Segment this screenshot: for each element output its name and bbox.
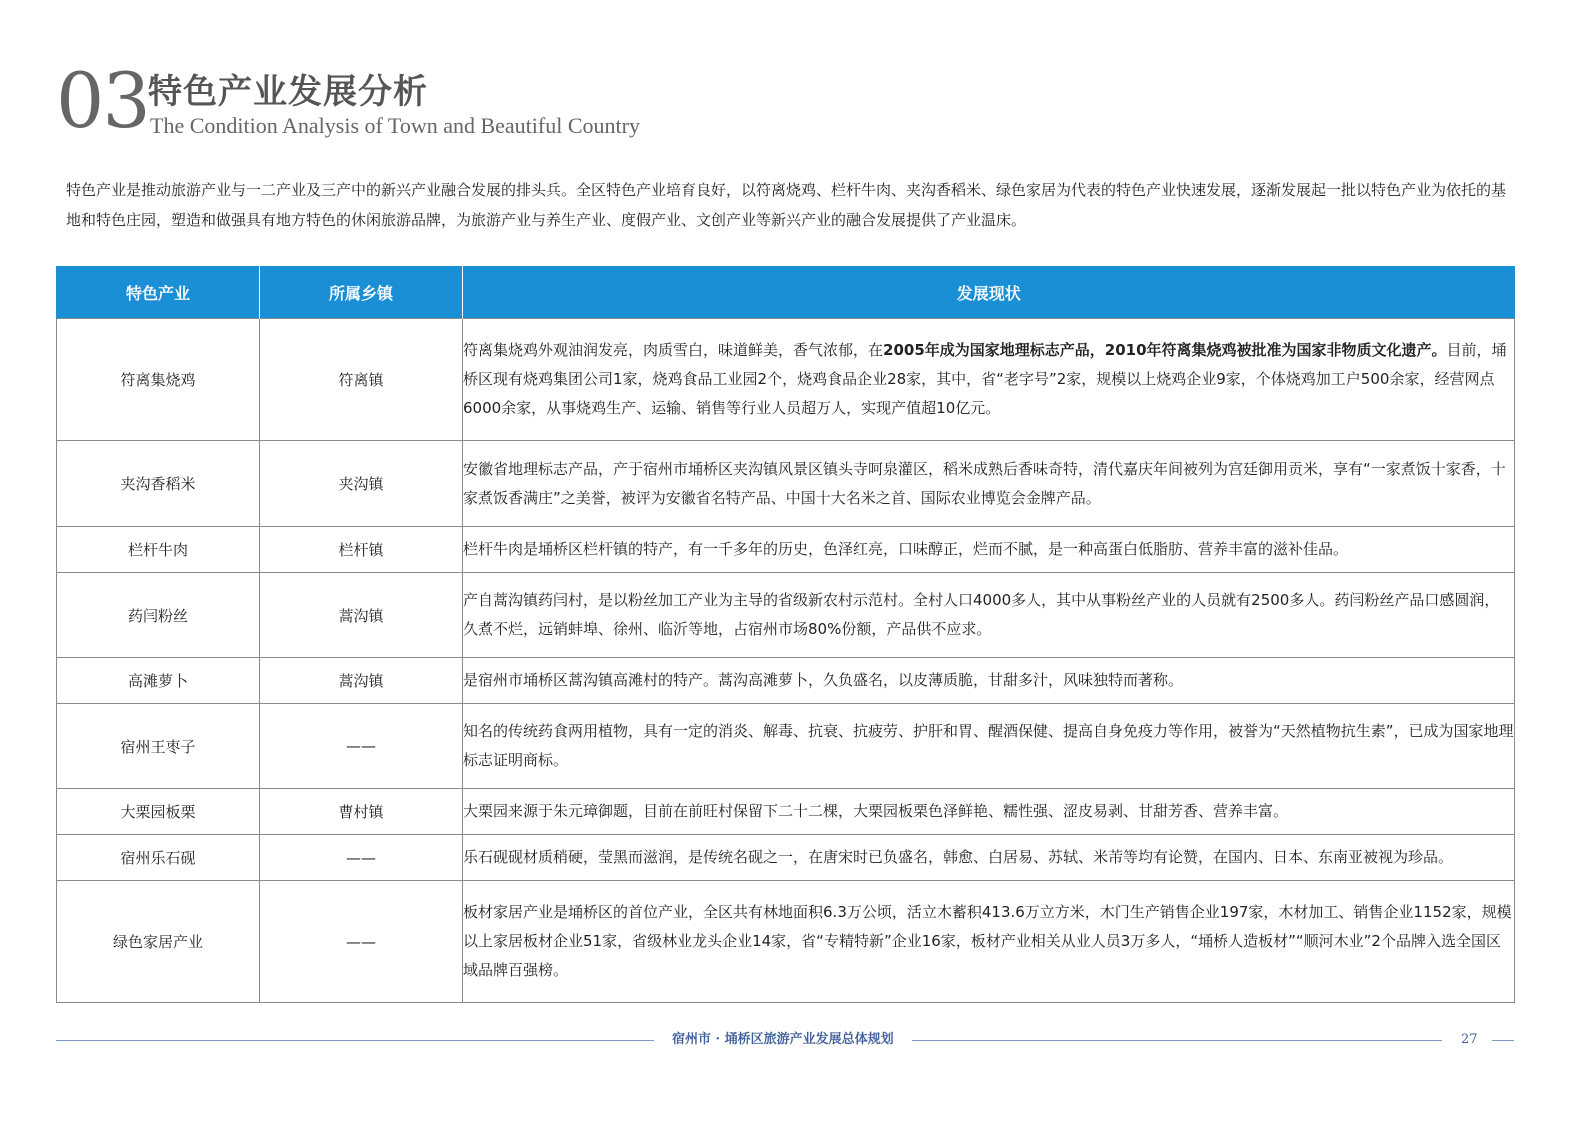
industry-town: 蒿沟镇 [260, 573, 463, 658]
industry-name: 高滩萝卜 [57, 658, 260, 704]
table-row [57, 573, 1515, 658]
industry-town: —— [260, 835, 463, 881]
section-number: 03 [56, 56, 149, 145]
footer-rule-right [1492, 1040, 1514, 1041]
section-subtitle: The Condition Analysis of Town and Beautiful Country [150, 113, 640, 138]
table-row [57, 527, 1515, 573]
industry-name: 绿色家居产业 [57, 881, 260, 1003]
table-row [57, 835, 1515, 881]
desc-highlight: 2005年成为国家地理标志产品，2010年符离集烧鸡被批准为国家非物质文化遗产。 [883, 341, 1447, 359]
industry-desc: 乐石砚砚材质稍硬，莹黑而滋润，是传统名砚之一，在唐宋时已负盛名，韩愈、白居易、苏轼、米芾等均有论赞，在国内、日本、东南亚被视为珍品。 [463, 835, 1515, 881]
table-row [57, 704, 1515, 789]
footer-title: 宿州市 · 埇桥区旅游产业发展总体规划 [672, 1032, 894, 1047]
header-town: 所属乡镇 [260, 266, 463, 319]
industry-desc [463, 319, 1515, 441]
intro-paragraph: 特色产业是推动旅游产业与一二产业及三产中的新兴产业融合发展的排头兵。全区特色产业培育良好，以符离烧鸡、栏杆牛肉、夹沟香稻米、绿色家居为代表的特色产业快速发展，逐渐发展起一批以特色产业为依托的基地和特色庄园，塑造和做强具有地方特色的休闲旅游品牌，为旅游产业与养生产业、度假产业、文创产业等新兴产业的融合发展提供了产业温床。 [66, 181, 1507, 229]
table-row [57, 658, 1515, 704]
industry-desc: 板材家居产业是埇桥区的首位产业，全区共有林地面积6.3万公顷，活立木蓄积413.6万立方米，木门生产销售企业197家，木材加工、销售企业1152家，规模以上家居板材企业51家，省级林业龙头企业14家，省“专精特新”企业16家，板材产业相关从业人员3万多人，“埇桥人造板材”“顺河木业”2个品牌入选全国区域品牌百强榜。 [463, 881, 1515, 1003]
table-row [57, 441, 1515, 527]
industry-town: —— [260, 704, 463, 789]
industry-town: 曹村镇 [260, 789, 463, 835]
industry-town: 蒿沟镇 [260, 658, 463, 704]
table-row [57, 789, 1515, 835]
industry-town: 栏杆镇 [260, 527, 463, 573]
industry-desc: 安徽省地理标志产品，产于宿州市埇桥区夹沟镇风景区镇头寺呵泉灌区，稻米成熟后香味奇特，清代嘉庆年间被列为宫廷御用贡米，享有“一家煮饭十家香，十家煮饭香满庄”之美誉，被评为安徽省名特产品、中国十大名米之首、国际农业博览会金牌产品。 [463, 441, 1515, 527]
section-title: 特色产业发展分析 [148, 72, 428, 112]
industry-desc: 知名的传统药食两用植物，具有一定的消炎、解毒、抗衰、抗疲劳、护肝和胃、醒酒保健、提高自身免疫力等作用，被誉为“天然植物抗生素”，已成为国家地理标志证明商标。 [463, 704, 1515, 789]
desc-part: 目前，埇桥区现有烧鸡集团公司1家，烧鸡食品工业园2个，烧鸡食品企业28家，其中，省“老字号”2家，规模以上烧鸡企业9家，个体烧鸡加工户500余家，经营网点6000余家，从事烧鸡生产、运输、销售等行业人员超万人，实现产值超10亿元。 [463, 341, 1507, 417]
header-status: 发展现状 [463, 266, 1515, 319]
page-number: 27 [1461, 1032, 1478, 1047]
industry-name: 宿州乐石砚 [57, 835, 260, 881]
footer-rule-left [56, 1040, 654, 1041]
industry-desc: 大栗园来源于朱元璋御题，目前在前旺村保留下二十二棵，大栗园板栗色泽鲜艳、糯性强、涩皮易剥、甘甜芳香、营养丰富。 [463, 789, 1515, 835]
industry-desc: 栏杆牛肉是埇桥区栏杆镇的特产，有一千多年的历史，色泽红亮，口味醇正，烂而不腻，是一种高蛋白低脂肪、营养丰富的滋补佳品。 [463, 527, 1515, 573]
desc-part: 符离集烧鸡外观油润发亮，肉质雪白，味道鲜美，香气浓郁，在 [463, 341, 884, 359]
industry-name: 符离集烧鸡 [57, 319, 260, 441]
industry-name: 宿州王枣子 [57, 704, 260, 789]
industry-name: 栏杆牛肉 [57, 527, 260, 573]
header-industry: 特色产业 [57, 266, 260, 319]
table-row [57, 319, 1515, 441]
industry-desc: 产自蒿沟镇药闫村，是以粉丝加工产业为主导的省级新农村示范村。全村人口4000多人，其中从事粉丝产业的人员就有2500多人。药闫粉丝产品口感圆润，久煮不烂，远销蚌埠、徐州、临沂等地，占宿州市场80%份额，产品供不应求。 [463, 573, 1515, 658]
industry-table [56, 266, 1515, 1003]
industry-name: 夹沟香稻米 [57, 441, 260, 527]
industry-town: 夹沟镇 [260, 441, 463, 527]
industry-name: 药闫粉丝 [57, 573, 260, 658]
table-row [57, 881, 1515, 1003]
industry-desc: 是宿州市埇桥区蒿沟镇高滩村的特产。蒿沟高滩萝卜，久负盛名，以皮薄质脆，甘甜多汁，风味独特而著称。 [463, 658, 1515, 704]
industry-town: —— [260, 881, 463, 1003]
table-header-row [57, 266, 1515, 319]
footer-rule-middle [912, 1040, 1442, 1041]
industry-town: 符离镇 [260, 319, 463, 441]
industry-name: 大栗园板栗 [57, 789, 260, 835]
